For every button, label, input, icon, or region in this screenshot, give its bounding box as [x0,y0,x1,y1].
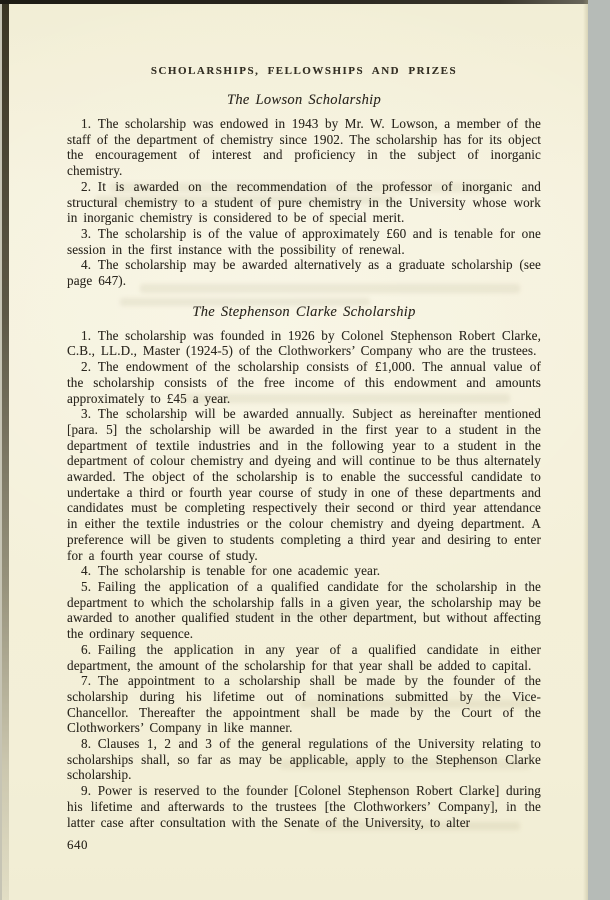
section-heading-stephenson-clarke: The Stephenson Clarke Scholarship [192,303,416,320]
paragraph: 1. The scholarship was founded in 1926 by Colonel Stephenson Robert Clarke, C.B., LL.D., Master (1924-5) of the Clothworkers’ Company who are the trustees. [67,327,541,359]
paragraph: 2. It is awarded on the recommendation of the professor of inorganic and structural chemistry to a student of pure chemistry in the University whose work in inorganic chemistry is considered to be of special merit. [67,178,541,226]
paragraph: 7. The appointment to a scholarship shall be made by the founder of the scholarship during his lifetime out of nominations submitted by the Vice-Chancellor. Thereafter the appointment shall be made by the Court of the Clothworkers’ Company in like manner. [67,673,541,736]
paragraph: 1. The scholarship was endowed in 1943 by Mr. W. Lowson, a member of the staff of the department of chemistry since 1902. The scholarship has for its object the encouragement of interest and proficiency in the subject of inorganic chemistry. [67,116,541,179]
paragraph: 3. The scholarship will be awarded annually. Subject as hereinafter mentioned [para. 5] the scholarship will be awarded in the first year to a student in the department of textile industries and in the following year to a student in the department of colour chemistry and dyeing and will continue to be thus alternately awarded. The object of the scholarship is to enable the successful candidate to undertake a third or fourth year course of study in one of these departments and candidates must be completing respectively their second or third year attendance in either the textile industries or the colour chemistry and dyeing department. A preference will be given to students completing a third year and desiring to enter for a fourth year course of study. [67,406,541,563]
paragraph: 4. The scholarship may be awarded alternatively as a graduate scholarship (see page 647). [67,257,541,289]
running-header: SCHOLARSHIPS, FELLOWSHIPS AND PRIZES [150,65,458,77]
paragraph: 2. The endowment of the scholarship consists of £1,000. The annual value of the scholarship consists of the free income of this endowment and amounts approximately to £45 a year. [67,359,541,406]
paragraph: 4. The scholarship is tenable for one academic year. [81,563,381,579]
section-heading-lowson: The Lowson Scholarship [226,92,381,108]
paragraph: 6. Failing the application in any year of a qualified candidate in either department, the amount of the scholarship for that year shall be added to capital. [67,641,541,673]
paragraph: 5. Failing the application of a qualified candidate for the scholarship in the department to which the scholarship falls in a given year, the scholarship may be awarded to another qualified student in the other department, but without affecting the ordinary sequence. [67,578,541,642]
page-number: 640 [67,837,88,853]
paragraph: 3. The scholarship is of the value of approximately £60 and is tenable for one session in the first instance with the possibility of renewal. [67,225,541,257]
paragraph: 9. Power is reserved to the founder [Colonel Stephenson Robert Clarke] during his lifetime and afterwards to the trustees [the Clothworkers’ Company], in the latter case after consultation with the Senate of the University, to alter [67,783,541,830]
paragraph: 8. Clauses 1, 2 and 3 of the general regulations of the University relating to scholarships shall, so far as may be applicable, apply to the Stephenson Clarke scholarship. [67,736,541,783]
